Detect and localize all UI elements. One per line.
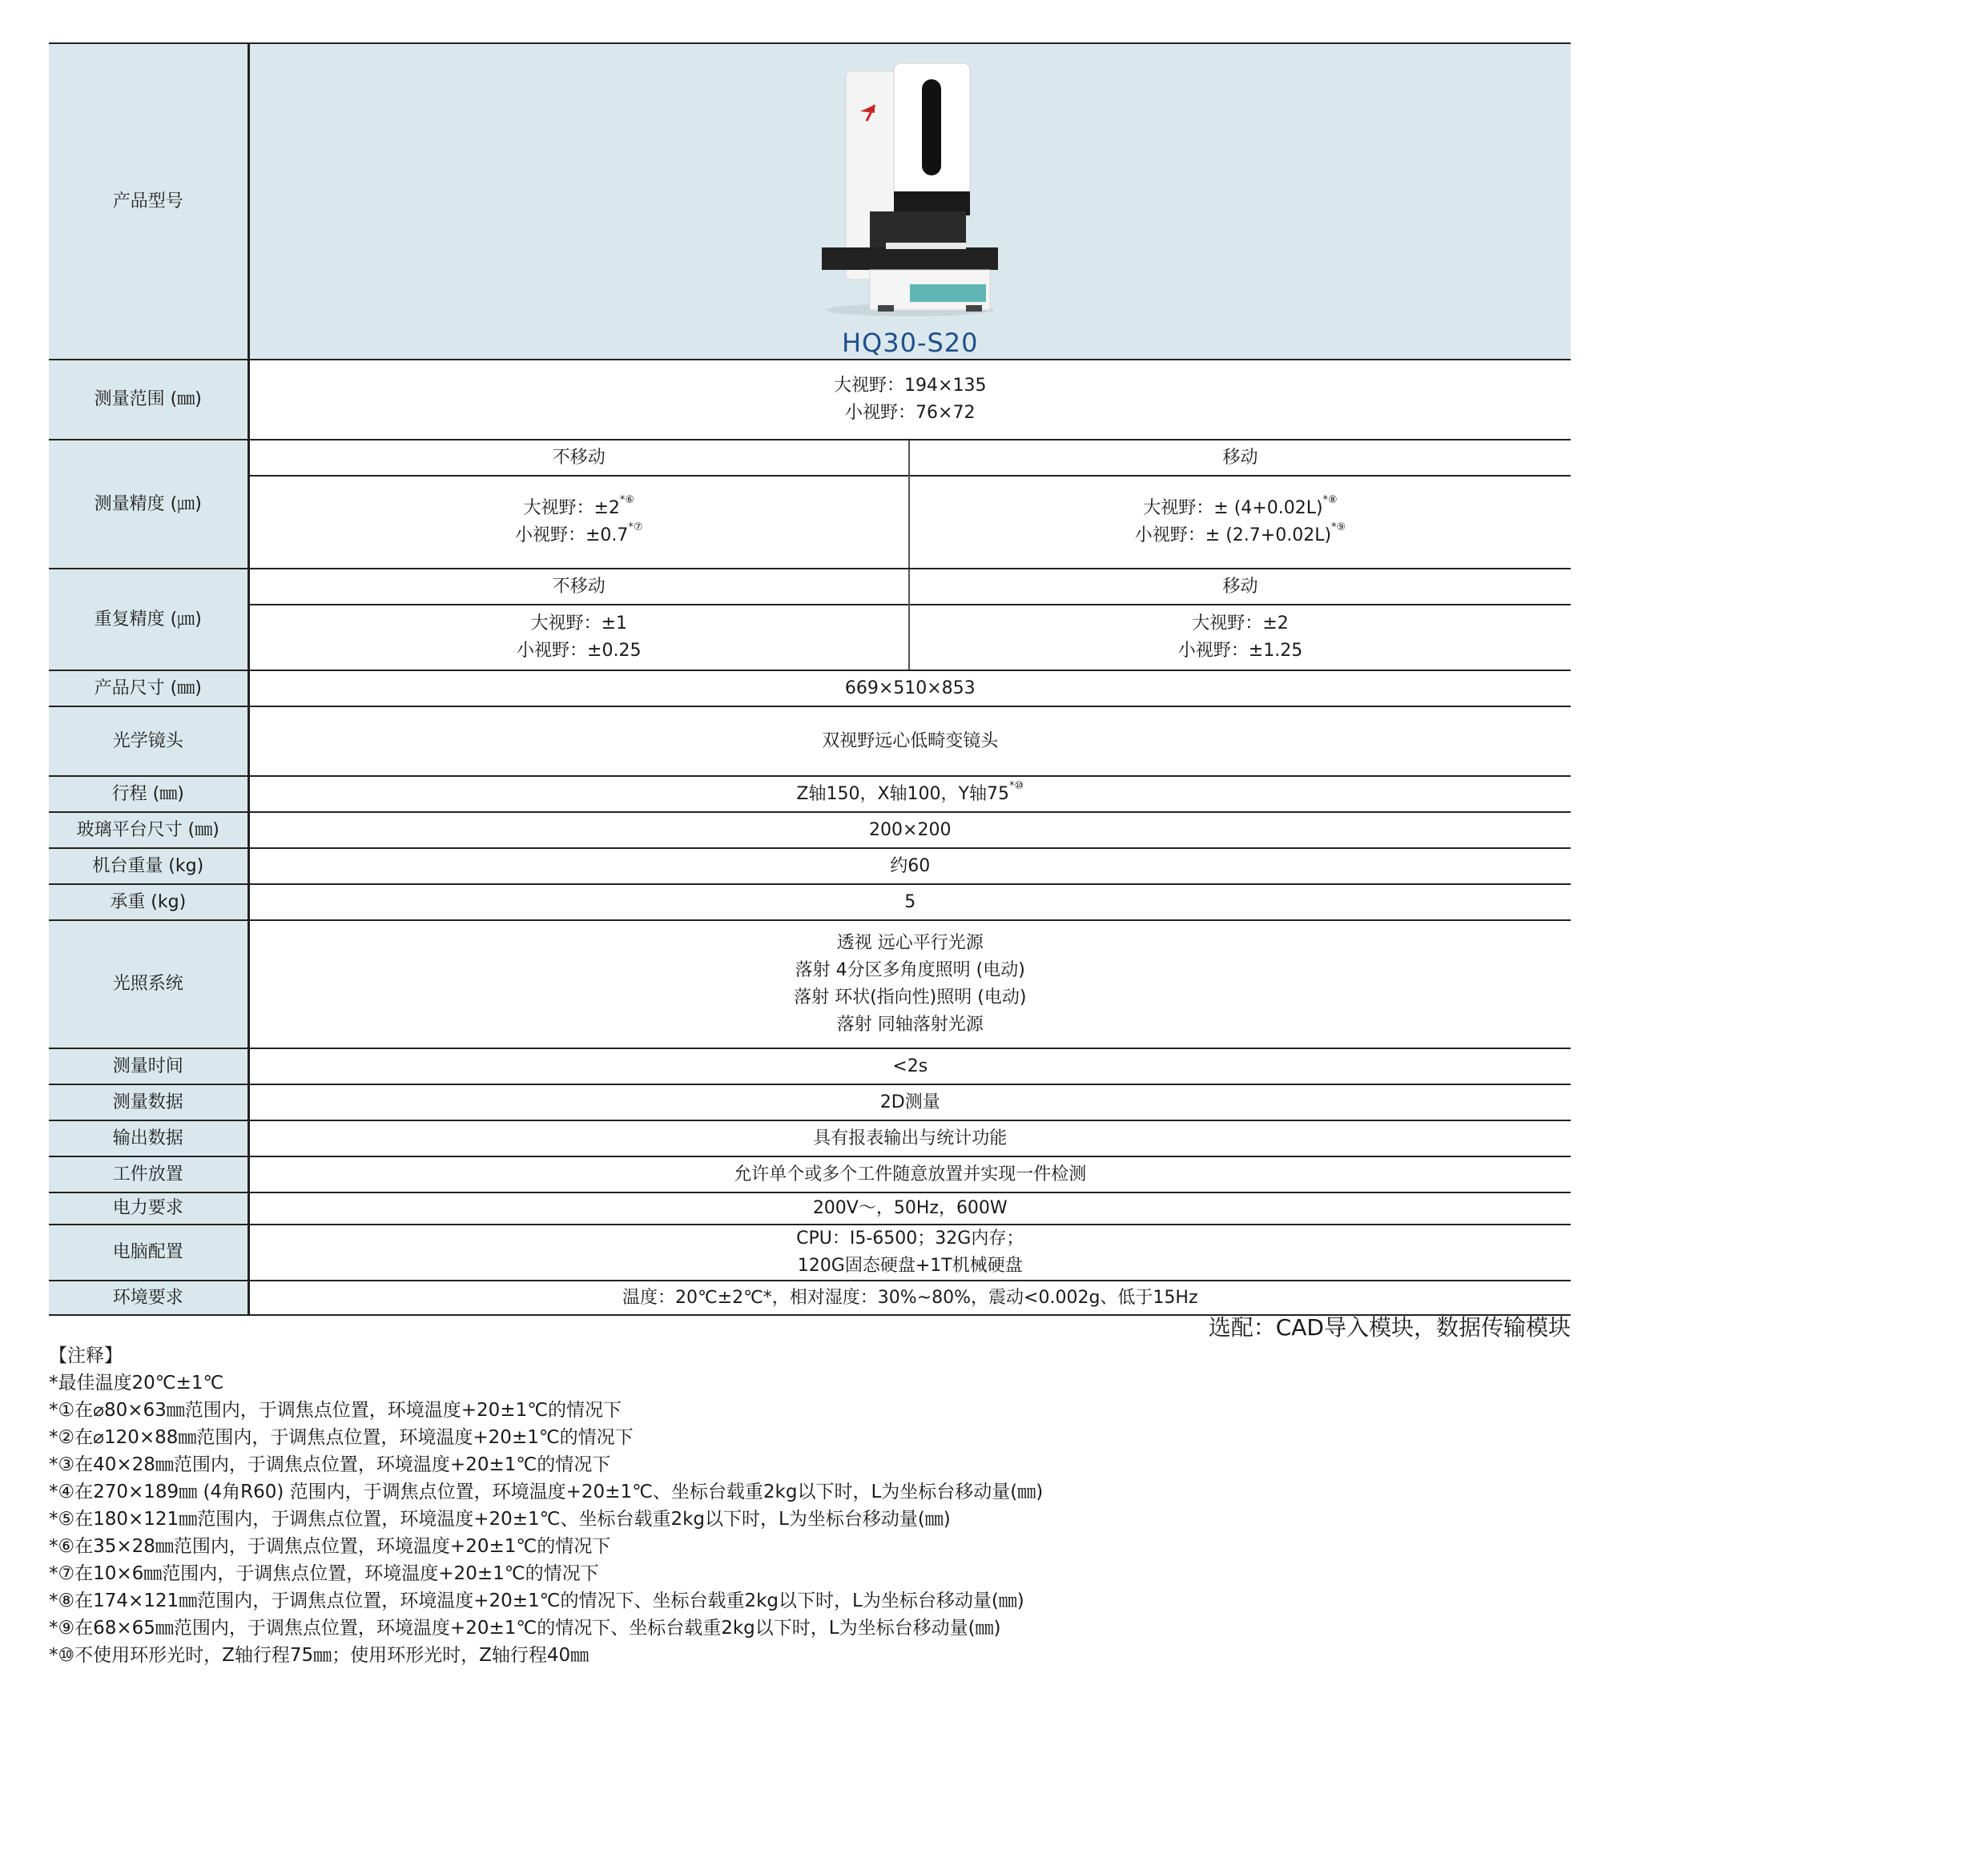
value-measure-data: 2D测量 bbox=[248, 1084, 1571, 1120]
accuracy-left-line bbox=[250, 495, 909, 522]
row-repeat-values bbox=[49, 605, 1571, 670]
note-item: *①在⌀80×63㎜范围内，于调焦点位置，环境温度+20±1℃的情况下 bbox=[49, 1400, 622, 1421]
row-computer bbox=[49, 1225, 1571, 1281]
repeat-right-line: 大视野：±2 bbox=[1192, 613, 1289, 633]
label-load: 承重 (kg) bbox=[49, 884, 248, 920]
value-optical-lens: 双视野远心低畸变镜头 bbox=[248, 706, 1571, 776]
accuracy-right-line bbox=[910, 522, 1571, 549]
accuracy-right-values bbox=[909, 476, 1571, 569]
repeat-left-line: 大视野：±1 bbox=[530, 613, 627, 633]
note-item: *最佳温度20℃±1℃ bbox=[49, 1373, 224, 1394]
repeat-left-line: 小视野：±0.25 bbox=[517, 641, 642, 661]
note-item: *⑩不使用环形光时，Z轴行程75㎜；使用环形光时，Z轴行程40㎜ bbox=[49, 1645, 590, 1666]
row-accuracy-head bbox=[49, 440, 1571, 476]
row-optical-lens bbox=[49, 706, 1571, 776]
row-product-size bbox=[49, 670, 1571, 706]
row-accuracy-values bbox=[49, 476, 1571, 569]
row-glass-stage bbox=[49, 812, 1571, 848]
note-item: *⑤在180×121㎜范围内，于调焦点位置，环境温度+20±1℃、坐标台载重2kg以下时，L为坐标台移动量(㎜) bbox=[49, 1509, 951, 1530]
options-text: 选配：CAD导入模块，数据传输模块 bbox=[1208, 1314, 1571, 1341]
computer-line: 120G固态硬盘+1T机械硬盘 bbox=[797, 1256, 1023, 1276]
accuracy-left-line bbox=[250, 522, 909, 549]
note-item: *④在270×189㎜ (4角R60) 范围内，于调焦点位置，环境温度+20±1℃、坐标台载重2kg以下时，L为坐标台移动量(㎜) bbox=[49, 1482, 1044, 1502]
label-power: 电力要求 bbox=[49, 1192, 248, 1225]
note-ref: *⑥ bbox=[619, 494, 635, 506]
label-environment: 环境要求 bbox=[49, 1281, 248, 1315]
accuracy-left-text: 大视野：±2 bbox=[523, 498, 620, 518]
row-repeat-head bbox=[49, 569, 1571, 605]
travel-text: Z轴150，X轴100，Y轴75 bbox=[796, 783, 1009, 804]
accuracy-right-line bbox=[910, 495, 1571, 522]
label-measure-accuracy: 测量精度 (㎛) bbox=[49, 440, 248, 569]
row-output-data bbox=[49, 1120, 1571, 1156]
value-glass-stage: 200×200 bbox=[248, 812, 1571, 848]
notes-title: 【注释】 bbox=[49, 1345, 123, 1366]
note-item: *⑥在35×28㎜范围内，于调焦点位置，环境温度+20±1℃的情况下 bbox=[49, 1536, 611, 1557]
accuracy-left-text: 小视野：±0.7 bbox=[514, 525, 629, 545]
row-product-model bbox=[49, 43, 1571, 360]
product-image bbox=[814, 55, 1006, 320]
label-glass-stage: 玻璃平台尺寸 (㎜) bbox=[49, 812, 248, 848]
note-ref: *⑧ bbox=[1322, 494, 1338, 506]
row-measure-range bbox=[49, 360, 1571, 440]
notes-section bbox=[49, 1342, 1043, 1669]
label-lighting: 光照系统 bbox=[49, 920, 248, 1048]
accuracy-col-right: 移动 bbox=[909, 440, 1571, 476]
label-measure-time: 测量时间 bbox=[49, 1048, 248, 1084]
value-load: 5 bbox=[248, 884, 1571, 920]
label-product-model: 产品型号 bbox=[49, 43, 248, 360]
lighting-line: 透视 远心平行光源 bbox=[836, 933, 984, 953]
label-measure-data: 测量数据 bbox=[49, 1084, 248, 1120]
value-measure-range bbox=[248, 360, 1571, 440]
spec-table bbox=[49, 42, 1571, 1316]
product-image-cell bbox=[248, 43, 1571, 360]
value-workpiece: 允许单个或多个工件随意放置并实现一件检测 bbox=[248, 1156, 1571, 1192]
value-power: 200V～，50Hz，600W bbox=[248, 1192, 1571, 1225]
label-workpiece: 工件放置 bbox=[49, 1156, 248, 1192]
label-output-data: 输出数据 bbox=[49, 1120, 248, 1156]
label-computer: 电脑配置 bbox=[49, 1225, 248, 1281]
note-ref: *⑦ bbox=[628, 521, 643, 533]
label-product-size: 产品尺寸 (㎜) bbox=[49, 670, 248, 706]
label-repeat-accuracy: 重复精度 (㎛) bbox=[49, 569, 248, 670]
note-item: *②在⌀120×88㎜范围内，于调焦点位置，环境温度+20±1℃的情况下 bbox=[49, 1427, 634, 1448]
note-item: *⑦在10×6㎜范围内，于调焦点位置，环境温度+20±1℃的情况下 bbox=[49, 1563, 599, 1584]
label-optical-lens: 光学镜头 bbox=[49, 706, 248, 776]
repeat-col-right: 移动 bbox=[909, 569, 1571, 605]
repeat-left-values bbox=[248, 605, 909, 670]
row-workpiece bbox=[49, 1156, 1571, 1192]
note-ref: *⑩ bbox=[1008, 779, 1024, 792]
row-power bbox=[49, 1192, 1571, 1225]
value-measure-time: <2s bbox=[248, 1048, 1571, 1084]
accuracy-right-text: 大视野：± (4+0.02L) bbox=[1143, 498, 1323, 518]
model-name: HQ30-S20 bbox=[841, 328, 979, 358]
value-computer bbox=[248, 1225, 1571, 1281]
repeat-right-line: 小视野：±1.25 bbox=[1177, 641, 1303, 661]
label-measure-range: 测量范围 (㎜) bbox=[49, 360, 248, 440]
row-measure-time bbox=[49, 1048, 1571, 1084]
lighting-line: 落射 4分区多角度照明 (电动) bbox=[795, 960, 1025, 980]
value-travel bbox=[248, 776, 1571, 812]
value-machine-weight: 约60 bbox=[248, 848, 1571, 884]
row-lighting bbox=[49, 920, 1571, 1048]
accuracy-left-values bbox=[248, 476, 909, 569]
accuracy-col-left: 不移动 bbox=[248, 440, 909, 476]
note-item: *⑨在68×65㎜范围内，于调焦点位置，环境温度+20±1℃的情况下、坐标台载重2kg以下时，L为坐标台移动量(㎜) bbox=[49, 1618, 1001, 1639]
label-machine-weight: 机台重量 (kg) bbox=[49, 848, 248, 884]
row-measure-data bbox=[49, 1084, 1571, 1120]
value-product-size: 669×510×853 bbox=[248, 670, 1571, 706]
lighting-line: 落射 同轴落射光源 bbox=[836, 1015, 984, 1035]
label-travel: 行程 (㎜) bbox=[49, 776, 248, 812]
value-lighting bbox=[248, 920, 1571, 1048]
note-ref: *⑨ bbox=[1331, 521, 1346, 533]
computer-line: CPU：I5-6500；32G内存； bbox=[796, 1229, 1024, 1249]
measure-range-line: 大视野：194×135 bbox=[834, 376, 987, 396]
measure-range-line: 小视野：76×72 bbox=[845, 403, 976, 423]
lighting-line: 落射 环状(指向性)照明 (电动) bbox=[794, 987, 1027, 1007]
repeat-right-values bbox=[909, 605, 1571, 670]
value-environment: 温度：20℃±2℃*，相对湿度：30%~80%，震动<0.002g、低于15Hz bbox=[248, 1281, 1571, 1315]
row-travel bbox=[49, 776, 1571, 812]
note-item: *③在40×28㎜范围内，于调焦点位置，环境温度+20±1℃的情况下 bbox=[49, 1454, 611, 1475]
accuracy-right-text: 小视野：± (2.7+0.02L) bbox=[1134, 525, 1332, 545]
repeat-col-left: 不移动 bbox=[248, 569, 909, 605]
note-item: *⑧在174×121㎜范围内，于调焦点位置，环境温度+20±1℃的情况下、坐标台载重2kg以下时，L为坐标台移动量(㎜) bbox=[49, 1591, 1024, 1611]
row-machine-weight bbox=[49, 848, 1571, 884]
value-output-data: 具有报表输出与统计功能 bbox=[248, 1120, 1571, 1156]
row-load bbox=[49, 884, 1571, 920]
